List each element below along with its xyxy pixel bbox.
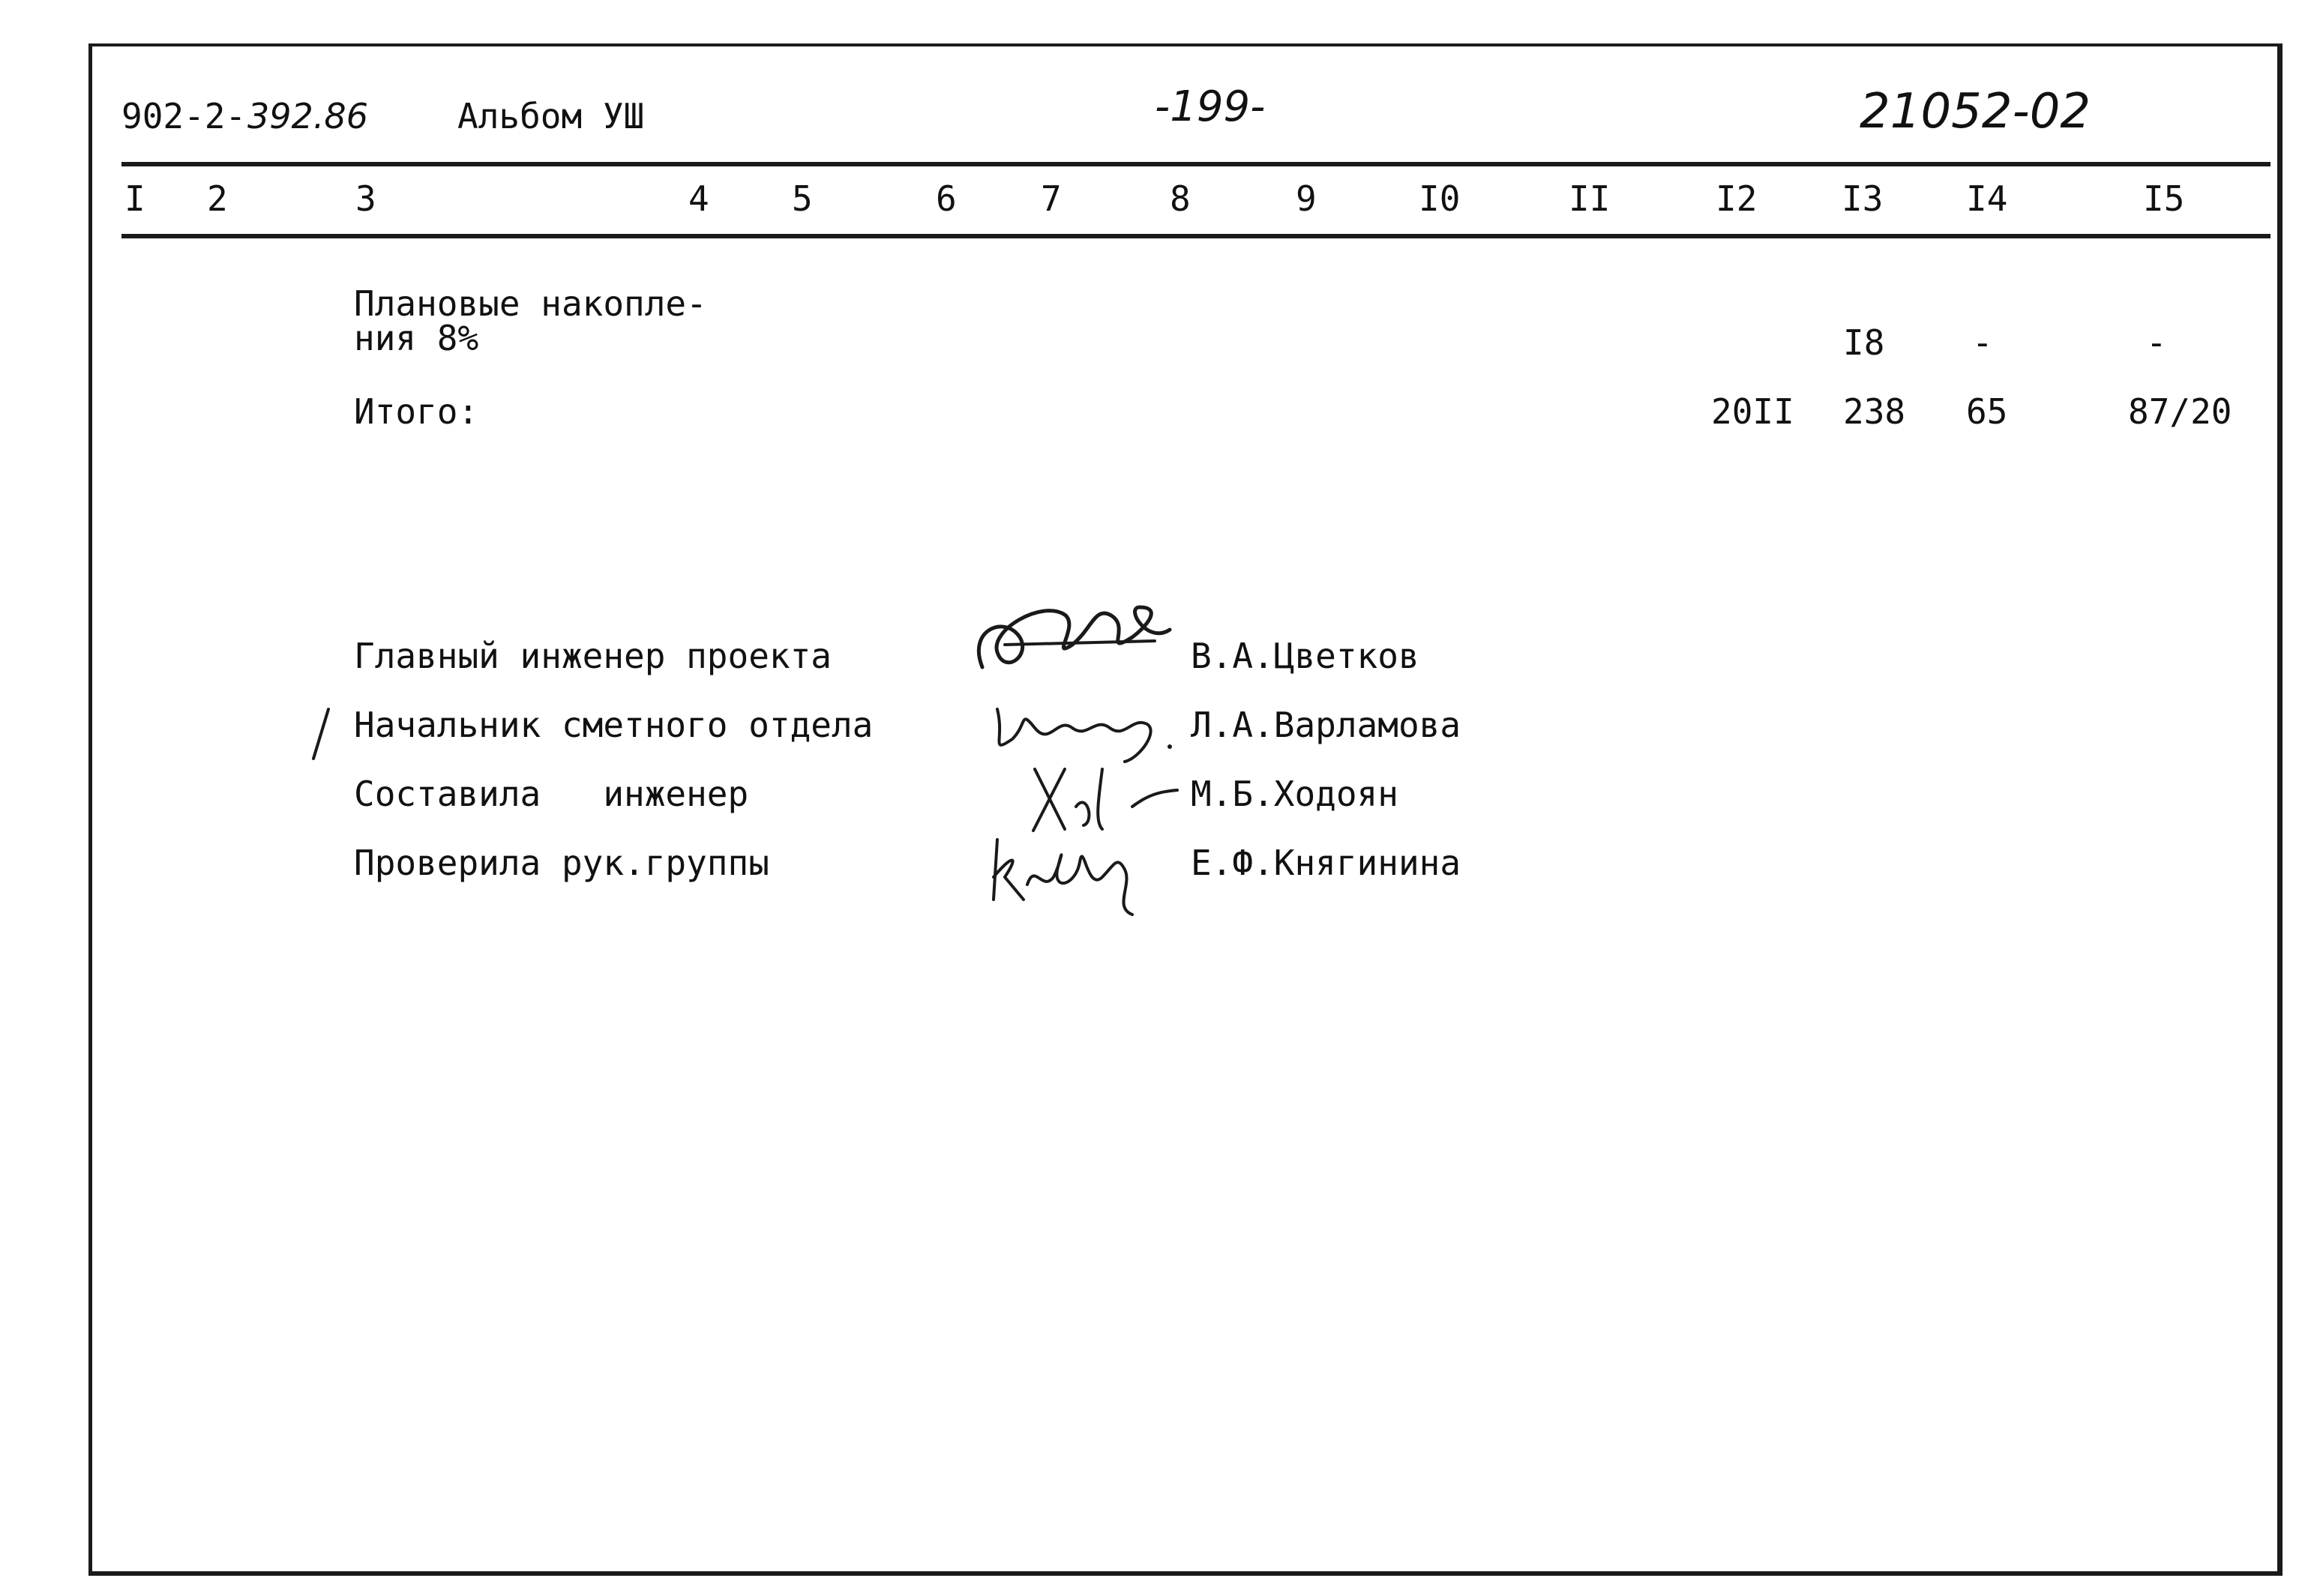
row-planned-col13: I8	[1843, 322, 1885, 363]
signature-name-estimate-head: Л.А.Варламова	[1191, 705, 1461, 745]
signature-name-group-lead: Е.Ф.Княгинина	[1191, 843, 1461, 883]
row-label-planned-line1: Плановые накопле-	[354, 283, 707, 324]
signature-role-engineer: Составила инженер	[354, 774, 749, 814]
column-header-11: II	[1569, 178, 1611, 219]
row-planned-col15: -	[2146, 322, 2167, 363]
group-lead-signature	[982, 825, 1177, 922]
page-number: -199-	[1155, 82, 1266, 131]
row-label-planned-line2: ния 8%	[354, 318, 479, 358]
column-header-3: 3	[355, 178, 376, 219]
signature-role-estimate-head: Начальник сметного отдела	[354, 705, 874, 745]
column-header-8: 8	[1170, 178, 1191, 219]
row-label-total: Итого:	[354, 391, 479, 432]
column-header-4: 4	[688, 178, 709, 219]
signature-name-chief-engineer: В.А.Цветков	[1191, 636, 1419, 676]
row-total-col15: 87/20	[2128, 391, 2232, 432]
document-code: 902-2-	[121, 96, 247, 136]
album-label: Альбом УШ	[457, 96, 645, 136]
row-planned-col14: -	[1972, 322, 1993, 363]
column-header-12: I2	[1716, 178, 1758, 219]
column-header-rule	[121, 234, 2271, 238]
chief-engineer-signature	[960, 585, 1185, 690]
column-header-15: I5	[2143, 178, 2185, 219]
column-header-6: 6	[936, 178, 957, 219]
column-header-2: 2	[207, 178, 228, 219]
margin-mark	[306, 705, 336, 765]
project-number: 21052-02	[1860, 84, 2091, 139]
column-header-7: 7	[1041, 178, 1062, 219]
column-header-9: 9	[1296, 178, 1317, 219]
signature-name-engineer: М.Б.Ходоян	[1191, 774, 1398, 814]
row-total-col13: 238	[1843, 391, 1906, 432]
row-total-col12: 20II	[1711, 391, 1794, 432]
row-total-col14: 65	[1966, 391, 2008, 432]
column-header-13: I3	[1842, 178, 1884, 219]
column-header-5: 5	[792, 178, 813, 219]
signature-role-group-lead: Проверила рук.группы	[354, 843, 769, 883]
column-header-14: I4	[1966, 178, 2008, 219]
signature-role-chief-engineer: Главный инженер проекта	[354, 636, 832, 676]
column-header-10: I0	[1419, 178, 1461, 219]
column-header-1: I	[124, 178, 145, 219]
document-code-handwritten: 392.86	[247, 96, 368, 136]
header-rule	[121, 162, 2271, 166]
